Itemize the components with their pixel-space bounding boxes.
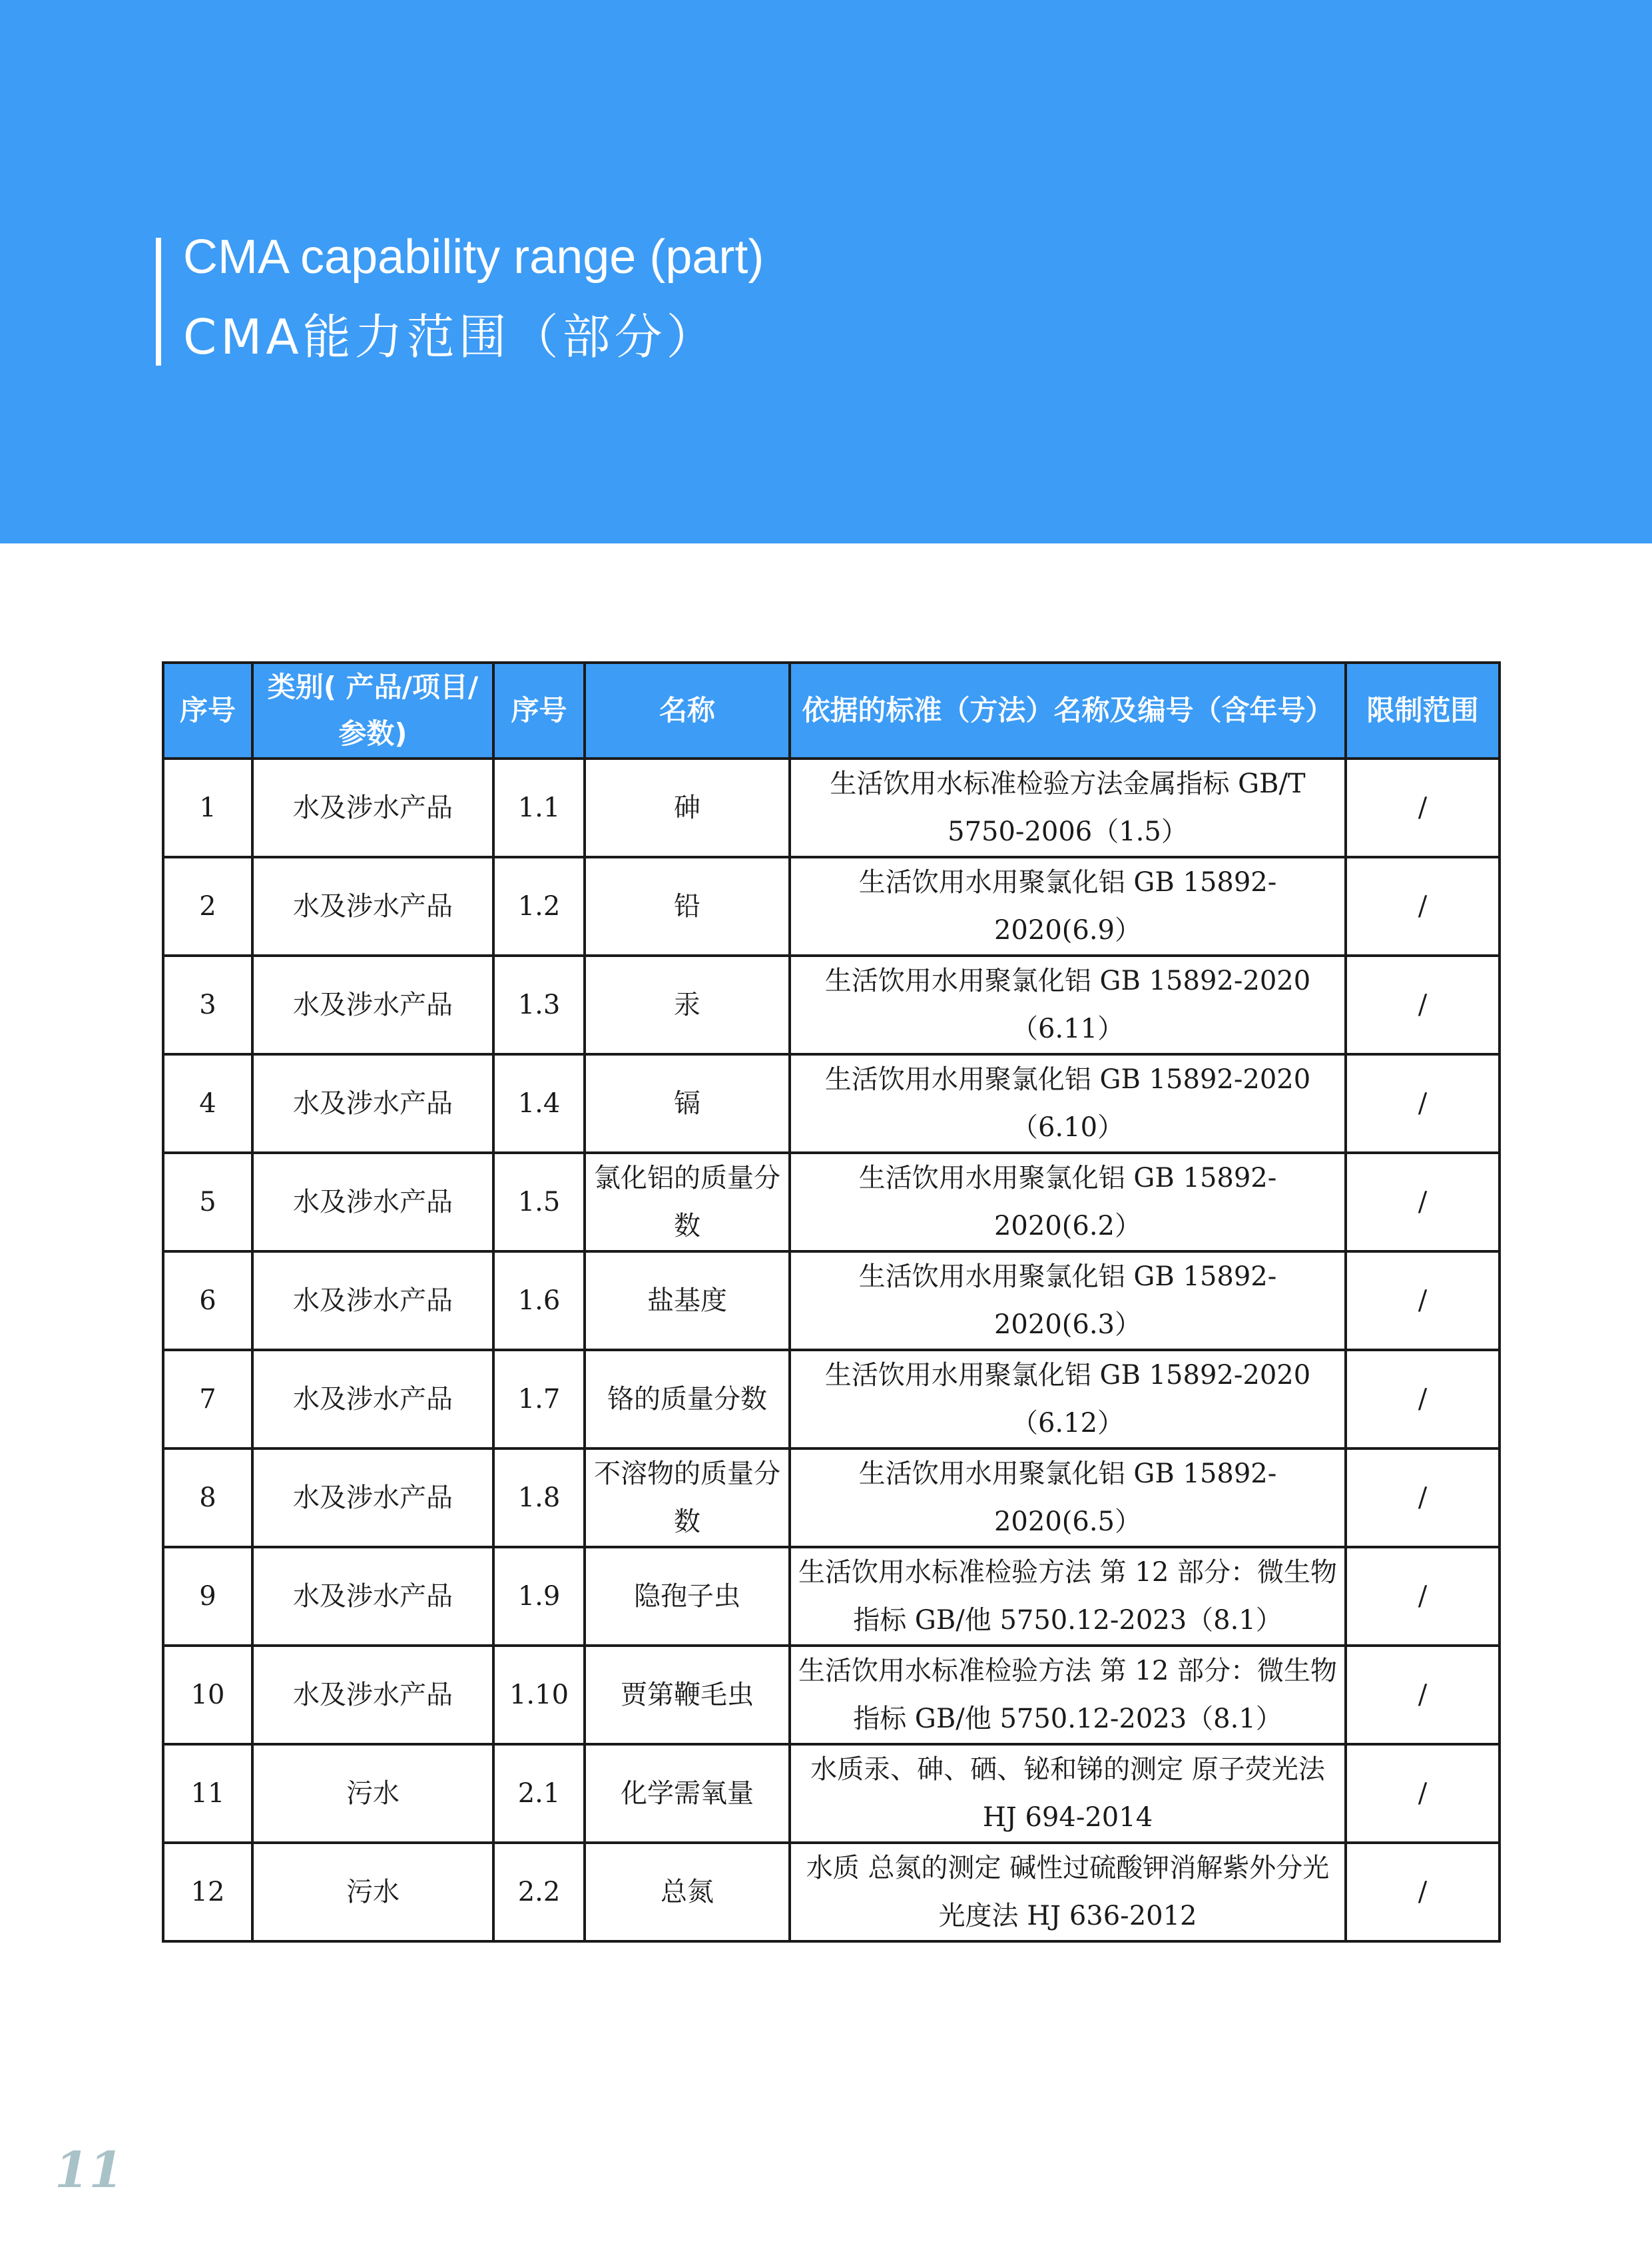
cell-sub-no: 1.10 bbox=[493, 1646, 585, 1744]
cell-name: 汞 bbox=[585, 956, 790, 1054]
cell-sub-no: 1.1 bbox=[493, 759, 585, 857]
cell-standard: 生活饮用水用聚氯化铝 GB 15892-2020(6.3） bbox=[790, 1251, 1346, 1350]
cell-limit: / bbox=[1346, 1843, 1500, 1941]
cell-category: 水及涉水产品 bbox=[252, 759, 493, 857]
cell-no: 3 bbox=[163, 956, 252, 1054]
cell-limit: / bbox=[1346, 1547, 1500, 1646]
table-row bbox=[163, 1448, 1500, 1547]
header-name: 名称 bbox=[585, 663, 790, 759]
cell-name: 铬的质量分数 bbox=[585, 1350, 790, 1448]
table-row bbox=[163, 1350, 1500, 1448]
cell-category: 水及涉水产品 bbox=[252, 956, 493, 1054]
cell-limit: / bbox=[1346, 1251, 1500, 1350]
cell-standard: 生活饮用水标准检验方法 第 12 部分：微生物指标 GB/他 5750.12-2023（8.1） bbox=[790, 1646, 1346, 1744]
cell-name: 贾第鞭毛虫 bbox=[585, 1646, 790, 1744]
cell-no: 10 bbox=[163, 1646, 252, 1744]
page-number: 11 bbox=[55, 2142, 123, 2199]
cell-no: 12 bbox=[163, 1843, 252, 1941]
header-sub-no: 序号 bbox=[493, 663, 585, 759]
cell-name: 氯化铝的质量分数 bbox=[585, 1153, 790, 1251]
cell-category: 水及涉水产品 bbox=[252, 1547, 493, 1646]
cell-sub-no: 1.5 bbox=[493, 1153, 585, 1251]
cell-limit: / bbox=[1346, 1448, 1500, 1547]
cell-standard: 生活饮用水用聚氯化铝 GB 15892-2020(6.9） bbox=[790, 857, 1346, 956]
cell-no: 7 bbox=[163, 1350, 252, 1448]
cell-standard: 生活饮用水用聚氯化铝 GB 15892-2020（6.11） bbox=[790, 956, 1346, 1054]
table-row bbox=[163, 1054, 1500, 1153]
cell-category: 水及涉水产品 bbox=[252, 1251, 493, 1350]
page-title-en: CMA capability range (part) bbox=[183, 230, 764, 284]
table-row bbox=[163, 1646, 1500, 1744]
cell-no: 8 bbox=[163, 1448, 252, 1547]
cell-no: 4 bbox=[163, 1054, 252, 1153]
cell-standard: 生活饮用水标准检验方法 第 12 部分：微生物指标 GB/他 5750.12-2023（8.1） bbox=[790, 1547, 1346, 1646]
cell-name: 砷 bbox=[585, 759, 790, 857]
cell-name: 镉 bbox=[585, 1054, 790, 1153]
table-row bbox=[163, 759, 1500, 857]
table-row bbox=[163, 1153, 1500, 1251]
cell-name: 不溶物的质量分数 bbox=[585, 1448, 790, 1547]
cell-limit: / bbox=[1346, 1153, 1500, 1251]
cell-category: 水及涉水产品 bbox=[252, 1646, 493, 1744]
cell-category: 水及涉水产品 bbox=[252, 1448, 493, 1547]
cell-no: 6 bbox=[163, 1251, 252, 1350]
cell-standard: 生活饮用水用聚氯化铝 GB 15892-2020（6.10） bbox=[790, 1054, 1346, 1153]
table-row bbox=[163, 857, 1500, 956]
cell-name: 化学需氧量 bbox=[585, 1744, 790, 1843]
cell-category: 水及涉水产品 bbox=[252, 1153, 493, 1251]
page-title-zh: CMA能力范围（部分） bbox=[183, 309, 718, 365]
cell-sub-no: 2.1 bbox=[493, 1744, 585, 1843]
cell-limit: / bbox=[1346, 1054, 1500, 1153]
cell-standard: 生活饮用水用聚氯化铝 GB 15892-2020(6.5） bbox=[790, 1448, 1346, 1547]
title-accent-bar bbox=[156, 238, 161, 366]
cell-no: 11 bbox=[163, 1744, 252, 1843]
cell-limit: / bbox=[1346, 857, 1500, 956]
header-standard: 依据的标准（方法）名称及编号（含年号） bbox=[790, 663, 1346, 759]
cell-sub-no: 1.3 bbox=[493, 956, 585, 1054]
cell-name: 盐基度 bbox=[585, 1251, 790, 1350]
table-row bbox=[163, 956, 1500, 1054]
cell-standard: 生活饮用水用聚氯化铝 GB 15892-2020(6.2） bbox=[790, 1153, 1346, 1251]
cell-sub-no: 1.4 bbox=[493, 1054, 585, 1153]
cell-category: 污水 bbox=[252, 1843, 493, 1941]
table-row bbox=[163, 1547, 1500, 1646]
table-row bbox=[163, 1843, 1500, 1941]
cell-limit: / bbox=[1346, 1350, 1500, 1448]
cell-category: 污水 bbox=[252, 1744, 493, 1843]
cell-limit: / bbox=[1346, 1744, 1500, 1843]
cell-no: 5 bbox=[163, 1153, 252, 1251]
cell-category: 水及涉水产品 bbox=[252, 857, 493, 956]
cell-standard: 生活饮用水用聚氯化铝 GB 15892-2020（6.12） bbox=[790, 1350, 1346, 1448]
cell-sub-no: 2.2 bbox=[493, 1843, 585, 1941]
table-row bbox=[163, 1744, 1500, 1843]
cell-standard: 生活饮用水标准检验方法金属指标 GB/T 5750-2006（1.5） bbox=[790, 759, 1346, 857]
cell-sub-no: 1.8 bbox=[493, 1448, 585, 1547]
cell-name: 隐孢子虫 bbox=[585, 1547, 790, 1646]
cell-no: 2 bbox=[163, 857, 252, 956]
capability-table bbox=[162, 661, 1501, 1943]
cell-sub-no: 1.7 bbox=[493, 1350, 585, 1448]
cell-limit: / bbox=[1346, 1646, 1500, 1744]
cell-standard: 水质 总氮的测定 碱性过硫酸钾消解紫外分光光度法 HJ 636-2012 bbox=[790, 1843, 1346, 1941]
table-row bbox=[163, 1251, 1500, 1350]
cell-category: 水及涉水产品 bbox=[252, 1350, 493, 1448]
cell-sub-no: 1.6 bbox=[493, 1251, 585, 1350]
header-limit: 限制范围 bbox=[1346, 663, 1500, 759]
cell-limit: / bbox=[1346, 956, 1500, 1054]
table-header-row bbox=[163, 663, 1500, 759]
header-category: 类别( 产品/项目/参数) bbox=[252, 663, 493, 759]
header-no: 序号 bbox=[163, 663, 252, 759]
cell-no: 9 bbox=[163, 1547, 252, 1646]
cell-sub-no: 1.2 bbox=[493, 857, 585, 956]
cell-limit: / bbox=[1346, 759, 1500, 857]
cell-sub-no: 1.9 bbox=[493, 1547, 585, 1646]
cell-standard: 水质汞、砷、硒、铋和锑的测定 原子荧光法 HJ 694-2014 bbox=[790, 1744, 1346, 1843]
cell-name: 铅 bbox=[585, 857, 790, 956]
cell-category: 水及涉水产品 bbox=[252, 1054, 493, 1153]
cell-no: 1 bbox=[163, 759, 252, 857]
cell-name: 总氮 bbox=[585, 1843, 790, 1941]
